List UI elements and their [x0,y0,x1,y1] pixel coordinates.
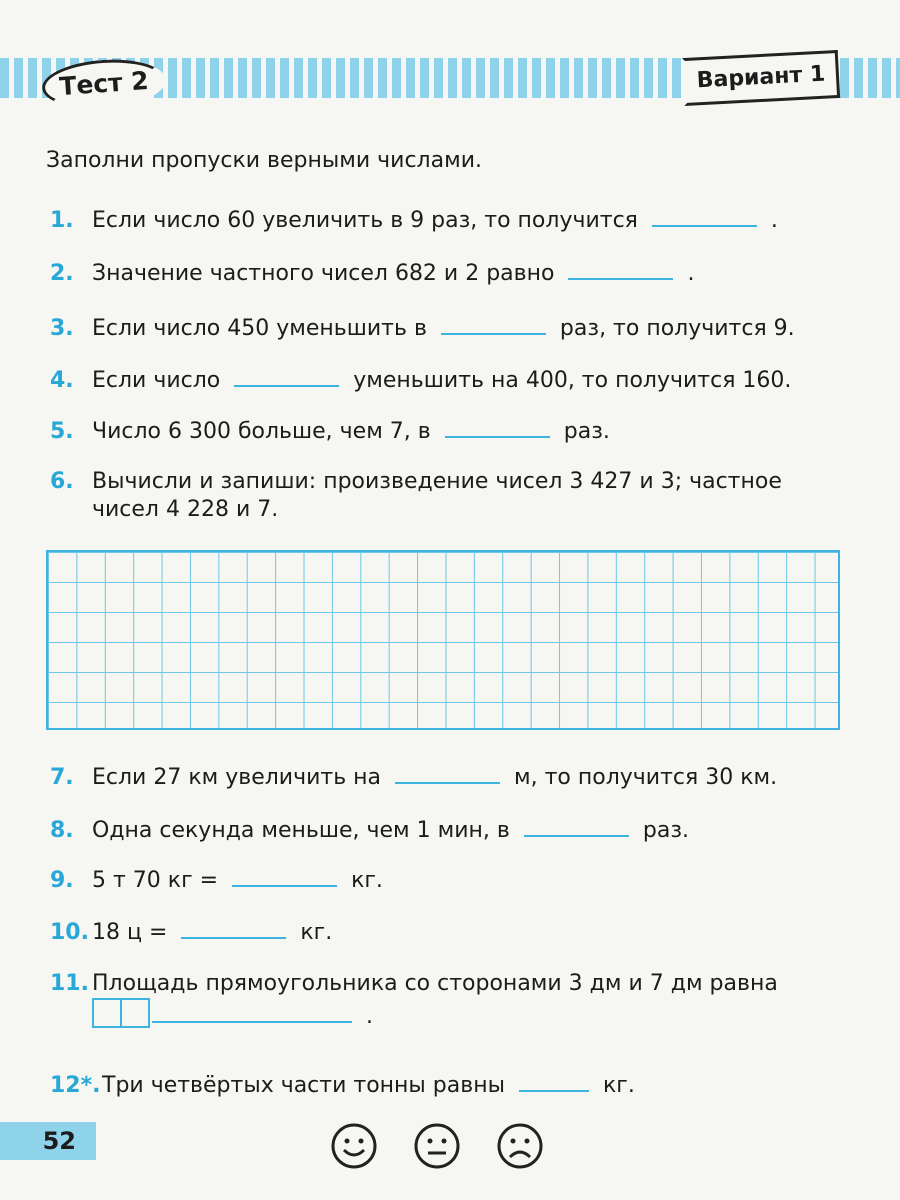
calculation-grid[interactable] [46,550,840,730]
task-text: Одна секунда меньше, чем 1 мин, в [92,818,510,843]
task-text: 18 ц = [92,920,168,945]
task-text: кг. [602,1073,635,1098]
task-text: уменьшить на 400, то получится 160. [353,368,792,393]
task-1 [50,205,778,235]
task-text: Если число [92,368,221,393]
task-text: Если число 450 уменьшить в [92,316,427,341]
answer-blank[interactable] [568,258,673,280]
task-number: 8. [50,818,74,843]
task-text: 5 т 70 кг = [92,868,219,893]
task-text: . [366,1004,373,1029]
task-6 [50,468,782,524]
test-label: Тест 2 [40,56,167,113]
answer-cell[interactable] [120,998,150,1028]
task-7 [50,762,777,792]
task-text: м, то получится 30 км. [514,765,778,790]
task-2 [50,258,694,288]
task-number: 11. [50,971,89,996]
variant-label: Вариант 1 [682,50,840,106]
task-text: . [687,261,695,286]
answer-cell[interactable] [92,998,122,1028]
task-number: 6. [50,469,74,494]
task-number: 2. [50,261,74,286]
page-number: 52 [0,1122,96,1160]
task-text: Площадь прямоугольника со сторонами 3 дм и 7 дм равна [92,971,778,996]
self-assessment [330,1122,574,1174]
task-5 [50,416,610,446]
sad-face-icon[interactable] [496,1122,544,1170]
task-number: 7. [50,765,74,790]
task-number: 10. [50,920,89,945]
task-number: 1. [50,208,74,233]
task-text: Если 27 км увеличить на [92,765,382,790]
task-12 [50,1070,635,1100]
answer-blank[interactable] [152,1001,352,1023]
task-number: 4. [50,368,74,393]
task-number: 5. [50,419,74,444]
task-number: 12*. [50,1073,101,1098]
task-9 [50,865,383,895]
task-number: 9. [50,868,74,893]
happy-face-icon[interactable] [330,1122,378,1170]
answer-blank[interactable] [395,762,500,784]
answer-blank[interactable] [232,865,337,887]
answer-blank[interactable] [441,313,546,335]
task-number: 3. [50,316,74,341]
answer-blank[interactable] [519,1070,589,1092]
task-3 [50,313,795,343]
answer-blank[interactable] [652,205,757,227]
task-11 [50,970,778,1036]
task-text: . [770,208,778,233]
answer-blank[interactable] [445,416,550,438]
task-4 [50,365,791,395]
task-text: Значение частного чисел 682 и 2 равно [92,261,555,286]
neutral-face-icon[interactable] [413,1122,461,1170]
task-text: Число 6 300 больше, чем 7, в [92,419,431,444]
answer-blank[interactable] [181,917,286,939]
task-text: Вычисли и запиши: произведение чисел 3 427 и 3; частное [92,469,782,494]
task-10 [50,917,332,947]
answer-blank[interactable] [234,365,339,387]
task-text: раз, то получится 9. [559,316,795,341]
task-text: чисел 4 228 и 7. [92,497,279,522]
task-text: Три четвёртых части тонны равны [102,1073,505,1098]
answer-cells[interactable] [92,998,148,1036]
task-8 [50,815,689,845]
task-text: кг. [351,868,383,893]
task-text: раз. [563,419,610,444]
instruction: Заполни пропуски верными числами. [46,148,482,173]
task-text: Если число 60 увеличить в 9 раз, то получится [92,208,638,233]
task-text: кг. [300,920,333,945]
answer-blank[interactable] [524,815,629,837]
task-text: раз. [642,818,690,843]
